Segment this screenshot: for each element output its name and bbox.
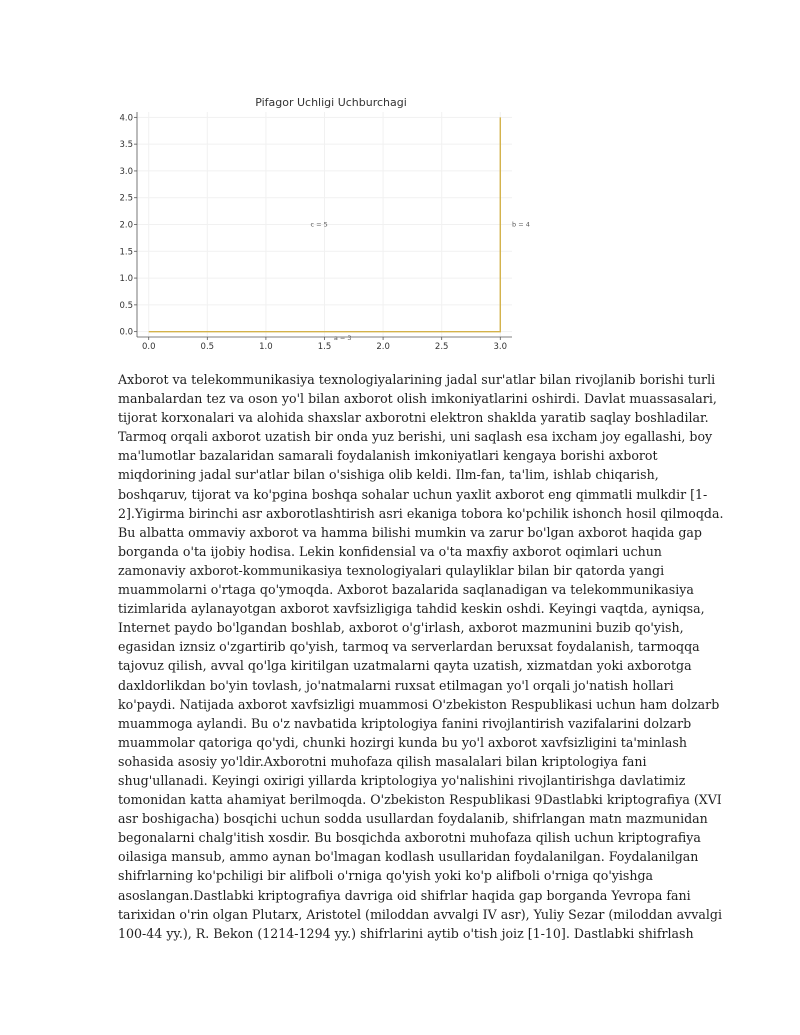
body-text-line: tizimlarida aylanayotgan axborot xavfsizligiga tahdid keskin oshdi. Keyingi vaqtda, ayniqsa, bbox=[118, 601, 705, 617]
body-text-line: manbalardan tez va oson yo'l bilan axborot olish imkoniyatlarini oshirdi. Davlat muassasalari, bbox=[118, 391, 717, 407]
body-text-line: Axborot va telekommunikasiya texnologiyalarining jadal sur'atlar bilan rivojlanib borishi turli bbox=[118, 372, 716, 387]
y-tick-label: 2.5 bbox=[119, 193, 133, 204]
body-text-line: Bu albatta ommaviy axborot va hamma bilishi mumkin va zarur bo'lgan axborot haqida gap bbox=[118, 524, 702, 540]
body-text-line: muammolarni o'rtaga qo'ymoqda. Axborot bazalarida saqlanadigan va telekommunikasiya bbox=[118, 582, 694, 598]
body-text-line: asr boshigacha) bosqichi uchun sodda usullardan foydalanib, shifrlangan matn mazmunidan bbox=[118, 811, 708, 827]
triangle-figure bbox=[110, 90, 550, 360]
side-label: b = 4 bbox=[512, 220, 530, 229]
body-text-line: sohasida asosiy yo'ldir.Axborotni muhofaza qilish masalalari bilan kriptologiya fani bbox=[118, 753, 647, 769]
body-text-line: oilasiga mansub, ammo aynan bo'lmagan kodlash usullaridan foydalanilgan. Foydalanilgan bbox=[118, 849, 699, 865]
y-tick-label: 3.0 bbox=[119, 166, 133, 177]
y-tick-label: 1.0 bbox=[119, 274, 133, 285]
y-tick-label: 4.0 bbox=[119, 113, 133, 124]
side-label: c = 5 bbox=[310, 220, 328, 229]
chart-svg bbox=[110, 90, 550, 360]
y-tick-label: 1.5 bbox=[119, 247, 133, 258]
y-tick-label: 0.5 bbox=[119, 300, 133, 311]
body-text-line: zamonaviy axborot-kommunikasiya texnologiyalari qulayliklar bilan bir qatorda yangi bbox=[118, 562, 665, 578]
x-tick-label: 1.5 bbox=[317, 342, 332, 352]
body-text-line: begonalarni chalg'itish xosdir. Bu bosqichda axborotni muhofaza qilish uchun kriptografiya bbox=[118, 830, 701, 846]
chart-annotations bbox=[310, 221, 529, 343]
x-tick-label: 3.0 bbox=[493, 342, 508, 352]
body-text-line: tajovuz qilish, avval qo'lga kiritilgan uzatmalarni qayta uzatish, xizmatdan yoki axborotga bbox=[118, 658, 692, 674]
body-text-line: tijorat korxonalari va alohida shaxslar axborotni elektron shaklda yaratib saqlay boshladilar. bbox=[118, 410, 709, 426]
body-text-line: muammolar qatoriga qo'ydi, chunki hozirgi kunda bu yo'l axborot xavfsizligini ta'minlash bbox=[118, 734, 687, 750]
body-text-line: tarixidan o'rin olgan Plutarx, Aristotel (miloddan avvalgi IV asr), Yuliy Sezar (miloddan avvalgi bbox=[118, 906, 722, 922]
body-text-line: 2].Yigirma birinchi asr axborotlashtirish asri ekaniga tobora ko'pchilik ishonch hosil qilmoqda. bbox=[118, 505, 724, 521]
chart-axes bbox=[119, 112, 512, 352]
x-tick-label: 2.5 bbox=[434, 342, 449, 352]
body-text bbox=[118, 370, 724, 943]
body-text-line: Tarmoq orqali axborot uzatish bir onda yuz berishi, uni saqlash esa ixcham joy egallashi, boy bbox=[118, 429, 713, 445]
body-text-line: 100-44 yy.), R. Bekon (1214-1294 yy.) shifrlarini aytib o'tish joiz [1-10]. Dastlabki shifrlash bbox=[118, 925, 694, 941]
body-text-line: muammoga aylandi. Bu o'z navbatida kriptologiya fanini rivojlantirish vazifalarini dolzarb bbox=[118, 715, 692, 731]
y-tick-label: 3.5 bbox=[119, 140, 133, 151]
body-text-line: shug'ullanadi. Keyingi oxirigi yillarda kriptologiya yo'nalishini rivojlantirishga davlatimiz bbox=[118, 772, 686, 788]
body-text-line: asoslangan.Dastlabki kriptografiya davriga oid shifrlar haqida gap borganda Yevropa fani bbox=[118, 887, 691, 903]
body-text-line: ma'lumotlar bazalaridan samarali foydalanish imkoniyatlari kengaya borishi axborot bbox=[118, 448, 658, 464]
body-text-line: shifrlarning ko'pchiligi bir alifboli o'rniga qo'yish yoki ko'p alifboli o'rniga qo'yishga bbox=[118, 868, 654, 884]
y-tick-label: 0.0 bbox=[119, 327, 133, 338]
body-text-line: ko'paydi. Natijada axborot xavfsizligi muammosi O'zbekiston Respublikasi uchun ham dolzarb bbox=[118, 696, 720, 712]
body-text-line: miqdorining jadal sur'atlar bilan o'sishiga olib keldi. Ilm-fan, ta'lim, ishlab chiqarish, bbox=[118, 467, 659, 483]
x-tick-label: 0.0 bbox=[141, 342, 156, 352]
x-tick-label: 0.5 bbox=[200, 342, 215, 352]
body-text-line: daxldorlikdan bo'yin tovlash, jo'natmalarni ruxsat etilmagan yo'l orqali jo'natish hollari bbox=[118, 677, 674, 693]
body-text-line: egasidan iznsiz o'zgartirib qo'yish, tarmoq va serverlardan beruxsat foydalanish, tarmoqqa bbox=[118, 639, 700, 655]
x-tick-label: 1.0 bbox=[259, 342, 273, 352]
body-text-line: tomonidan katta ahamiyat berilmoqda. O'zbekiston Respublikasi 9Dastlabki kriptografiya (XVI bbox=[118, 792, 722, 808]
body-text-line: boshqaruv, tijorat va ko'pgina boshqa sohalar uchun yaxlit axborot eng qimmatli mulkdir [1- bbox=[118, 486, 708, 502]
x-tick-label: 2.0 bbox=[376, 342, 390, 352]
side-label: a = 3 bbox=[333, 334, 352, 343]
body-text-line: Internet paydo bo'lgandan boshlab, axborot o'g'irlash, axborot mazmunini buzib qo'yish, bbox=[118, 620, 684, 636]
body-text-line: borganda o'ta ijobiy hodisa. Lekin konfidensial va o'ta maxfiy axborot oqimlari uchun bbox=[118, 543, 662, 559]
chart-title: Pifagor Uchligi Uchburchagi bbox=[255, 96, 407, 109]
y-tick-label: 2.0 bbox=[119, 220, 133, 231]
